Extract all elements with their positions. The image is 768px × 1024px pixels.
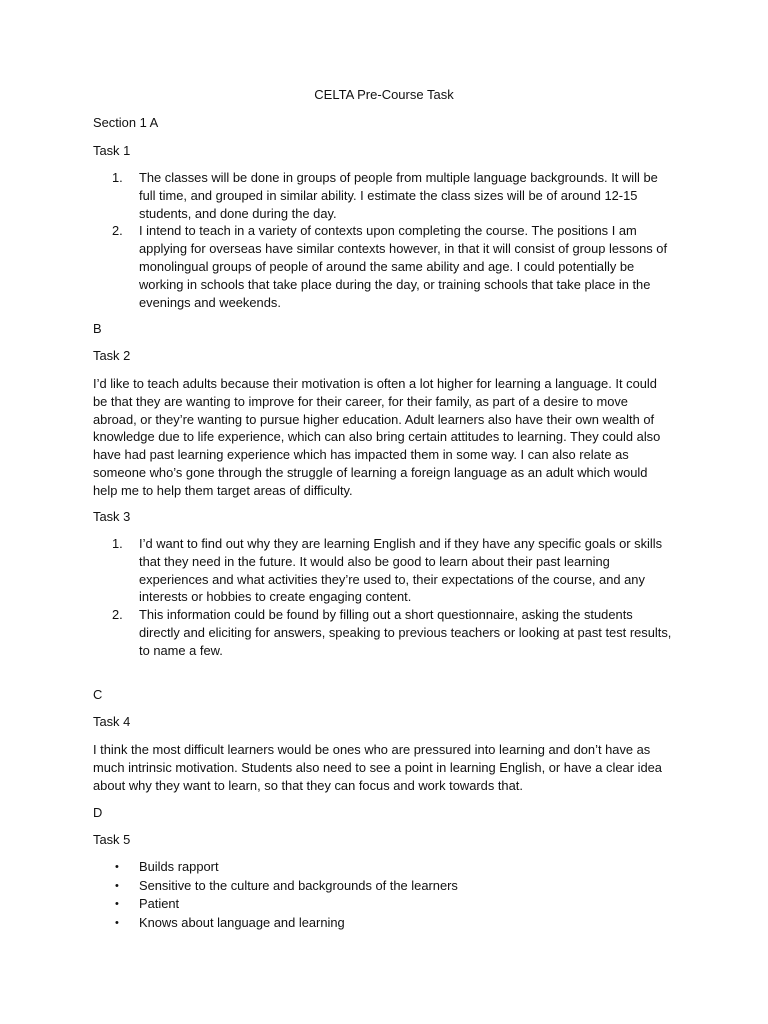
list-number: 1. [112, 536, 123, 551]
task-1-heading: Task 1 [93, 143, 131, 158]
task-5-heading: Task 5 [93, 832, 131, 847]
task-1-list [112, 169, 672, 311]
bullet-icon: • [115, 916, 119, 929]
list-item-text: Builds rapport [139, 859, 219, 874]
list-item-text: Sensitive to the culture and backgrounds of the learners [139, 877, 458, 893]
document-title: CELTA Pre-Course Task [314, 87, 454, 102]
list-item-text: The classes will be done in groups of people from multiple language backgrounds. It will be full time, and grouped in similar ability. I estimate the class sizes will be of around 12-15 students, and done during the day. [139, 170, 658, 221]
list-item [112, 222, 672, 311]
list-item [112, 877, 672, 896]
list-item [112, 858, 672, 877]
list-number: 2. [112, 607, 123, 623]
list-number: 1. [112, 170, 123, 185]
list-number: 2. [112, 223, 123, 239]
list-item [112, 895, 672, 914]
section-d-heading: D [93, 805, 103, 820]
task-5-bullet-list [112, 858, 672, 932]
section-b-heading: B [93, 321, 102, 336]
task-2-heading: Task 2 [93, 348, 131, 363]
task-4-heading: Task 4 [93, 714, 131, 729]
list-item [112, 169, 672, 222]
task-4-paragraph: I think the most difficult learners would be ones who are pressured into learning and don’t have as much intrinsic motivation. Students also need to see a point in learning English, or have a clear idea about why they want to learn, so that they can focus and work towards that. [93, 742, 662, 793]
list-item [112, 606, 672, 659]
list-item-text: I’d want to find out why they are learning English and if they have any specific goals or skills that they need in the future. It would also be good to learn about their past learning experiences and what activities they’re used to, their expectations of the course, and any interests or hobbies to create engaging content. [139, 536, 663, 605]
list-item [112, 914, 672, 933]
task-3-heading: Task 3 [93, 509, 131, 524]
bullet-icon: • [115, 861, 119, 873]
list-item-text: This information could be found by filling out a short questionnaire, asking the students directly and eliciting for answers, speaking to previous teachers or looking at past test results, to name a few. [139, 607, 672, 658]
task-2-paragraph: I’d like to teach adults because their motivation is often a lot higher for learning a language. It could be that they are wanting to improve for their career, for their family, as part of a desire to move abroad, or they’re wanting to pursue higher education. Adult learners also have their own wealth of knowledge due to life experience, which can also bring certain attitudes to learning. They could also have had past learning experience which has impacted them in some way. I can also relate as someone who’s gone through the struggle of learning a foreign language as an adult which would help me to help them target areas of difficulty. [93, 376, 661, 498]
list-item-text: I intend to teach in a variety of contexts upon completing the course. The positions I am applying for overseas have similar contexts however, in that it will consist of group lessons of monolingual groups of people of around the same ability and age. I could potentially be working in schools that take place during the day, or training schools that take place in the evenings and weekends. [139, 223, 668, 310]
section-c-heading: C [93, 687, 103, 702]
task-3-list [112, 535, 672, 660]
list-item-text: Knows about language and learning [139, 914, 345, 930]
list-item [112, 535, 672, 606]
section-1-heading: Section 1 A [93, 115, 159, 130]
bullet-icon: • [115, 898, 119, 910]
list-item-text: Patient [139, 896, 180, 911]
bullet-icon: • [115, 879, 119, 892]
